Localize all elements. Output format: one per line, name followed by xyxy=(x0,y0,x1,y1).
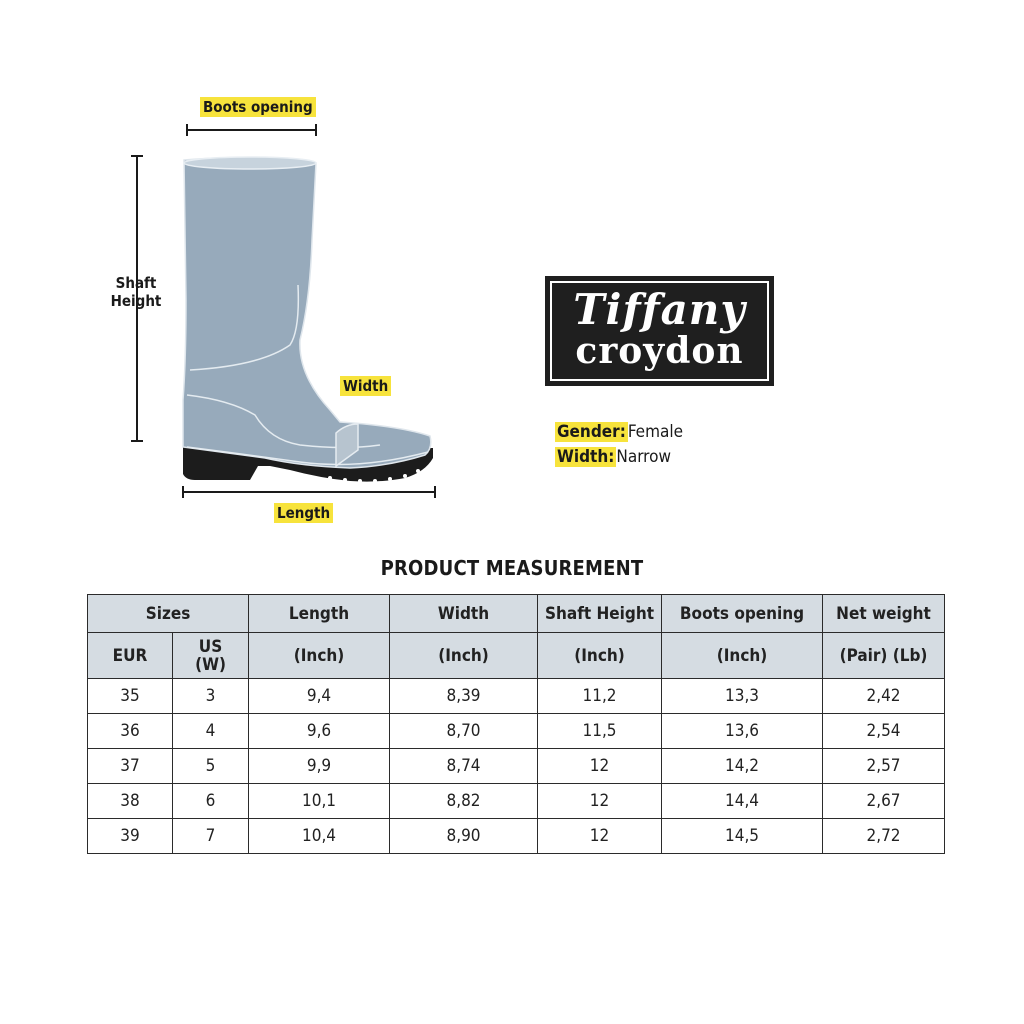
header-width: Width xyxy=(390,595,538,633)
table-title: PRODUCT MEASUREMENT xyxy=(380,556,644,580)
cell-eur: 39 xyxy=(88,819,173,854)
table-subheader-row xyxy=(88,633,945,679)
cell-eur: 35 xyxy=(88,679,173,714)
cell-us: 7 xyxy=(173,819,249,854)
cell-boots-opening: 14,4 xyxy=(662,784,823,819)
cell-us: 5 xyxy=(173,749,249,784)
width-value: Narrow xyxy=(616,447,671,467)
boot-rim xyxy=(184,157,316,169)
gender-spec xyxy=(555,421,683,443)
cell-us: 6 xyxy=(173,784,249,819)
cell-net-weight: 2,72 xyxy=(823,819,945,854)
cell-width: 8,39 xyxy=(390,679,538,714)
subheader-width-unit: (Inch) xyxy=(390,633,538,679)
table-row xyxy=(88,679,945,714)
table-row xyxy=(88,749,945,784)
subheader-us: US (W) xyxy=(173,633,249,679)
table-row xyxy=(88,819,945,854)
cell-length: 9,6 xyxy=(249,714,390,749)
table-row xyxy=(88,784,945,819)
subheader-weight-unit: (Pair) (Lb) xyxy=(823,633,945,679)
cell-width: 8,74 xyxy=(390,749,538,784)
cell-length: 10,4 xyxy=(249,819,390,854)
length-label: Length xyxy=(274,503,333,523)
length-dimension xyxy=(183,486,435,498)
cell-net-weight: 2,67 xyxy=(823,784,945,819)
cell-shaft-height: 12 xyxy=(538,784,662,819)
cell-width: 8,70 xyxy=(390,714,538,749)
cell-eur: 37 xyxy=(88,749,173,784)
shaft-height-label: Shaft Height xyxy=(110,274,162,310)
table-row xyxy=(88,714,945,749)
width-key: Width: xyxy=(557,447,615,467)
cell-length: 9,9 xyxy=(249,749,390,784)
cell-shaft-height: 11,5 xyxy=(538,714,662,749)
width-spec xyxy=(555,446,671,468)
cell-eur: 38 xyxy=(88,784,173,819)
measurement-table xyxy=(87,594,945,854)
boot-body xyxy=(183,158,431,468)
subheader-length-unit: (Inch) xyxy=(249,633,390,679)
cell-width: 8,82 xyxy=(390,784,538,819)
cell-shaft-height: 12 xyxy=(538,819,662,854)
boots-opening-dimension xyxy=(187,124,316,136)
cell-shaft-height: 11,2 xyxy=(538,679,662,714)
cell-us: 3 xyxy=(173,679,249,714)
cell-shaft-height: 12 xyxy=(538,749,662,784)
header-net-weight: Net weight xyxy=(823,595,945,633)
width-label: Width xyxy=(340,376,391,396)
header-shaft-height: Shaft Height xyxy=(538,595,662,633)
cell-length: 9,4 xyxy=(249,679,390,714)
cell-net-weight: 2,42 xyxy=(823,679,945,714)
brand-name-line1: Tiffany xyxy=(573,285,746,334)
gender-key: Gender: xyxy=(557,422,626,442)
gender-value: Female xyxy=(627,422,684,442)
table-header-row xyxy=(88,595,945,633)
brand-logo-frame xyxy=(550,281,769,381)
cell-us: 4 xyxy=(173,714,249,749)
cell-net-weight: 2,54 xyxy=(823,714,945,749)
cell-eur: 36 xyxy=(88,714,173,749)
boots-opening-label: Boots opening xyxy=(200,97,316,117)
header-length: Length xyxy=(249,595,390,633)
cell-width: 8,90 xyxy=(390,819,538,854)
cell-boots-opening: 13,6 xyxy=(662,714,823,749)
cell-net-weight: 2,57 xyxy=(823,749,945,784)
subheader-eur: EUR xyxy=(88,633,173,679)
cell-boots-opening: 13,3 xyxy=(662,679,823,714)
brand-logo xyxy=(545,276,774,386)
subheader-shaft-unit: (Inch) xyxy=(538,633,662,679)
subheader-opening-unit: (Inch) xyxy=(662,633,823,679)
cell-length: 10,1 xyxy=(249,784,390,819)
brand-name-line2: croydon xyxy=(575,330,744,372)
header-sizes: Sizes xyxy=(88,595,249,633)
header-boots-opening: Boots opening xyxy=(662,595,823,633)
cell-boots-opening: 14,5 xyxy=(662,819,823,854)
cell-boots-opening: 14,2 xyxy=(662,749,823,784)
